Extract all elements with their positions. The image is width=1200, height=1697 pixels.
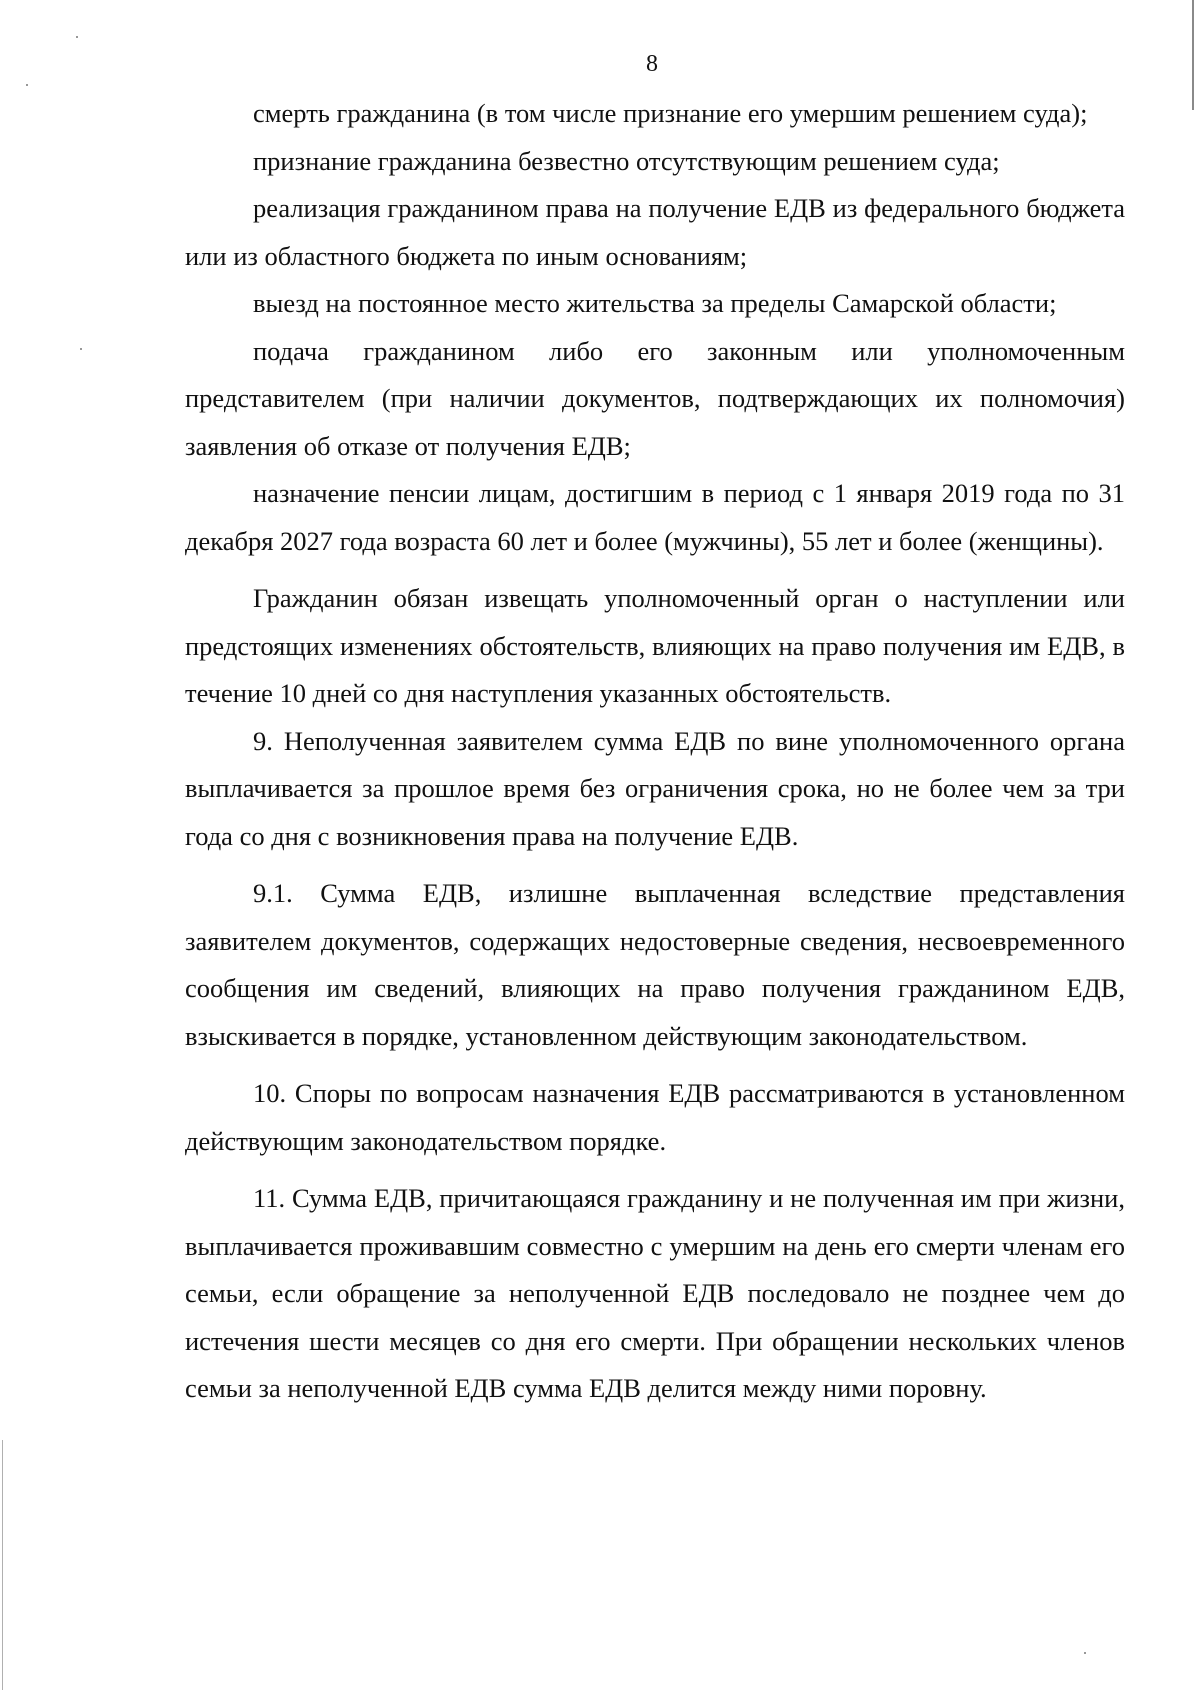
scan-speck xyxy=(26,84,28,86)
paragraph-relocation: выезд на постоянное место жительства за пределы Самарской области; xyxy=(253,288,1057,318)
document-body xyxy=(185,90,1125,1413)
paragraph-clause-10: 10. Споры по вопросам назначения ЕДВ рассматриваются в установленном действующим законодательством порядке. xyxy=(185,1078,1125,1156)
paragraph-clause-9: 9. Неполученная заявителем сумма ЕДВ по вине уполномоченного органа выплачивается за прошлое время без ограничения срока, но не более чем за три года со дня с возникновения права на получение ЕДВ. xyxy=(185,725,1125,851)
scan-edge-mark-left xyxy=(2,1440,3,1690)
scan-speck xyxy=(1084,1652,1086,1654)
paragraph-refusal: подача гражданином либо его законным или уполномоченным представителем (при наличии документов, подтверждающих их полномочия) заявления об отказе от получения ЕДВ; xyxy=(185,335,1125,461)
paragraph-clause-11: 11. Сумма ЕДВ, причитающаяся гражданину и не полученная им при жизни, выплачивается проживавшим совместно с умершим на день его смерти членам его семьи, если обращение за неполученной ЕДВ последовало не позднее чем до истечения шести месяцев со дня его смерти. При обращении нескольких членов семьи за неполученной ЕДВ сумма ЕДВ делится между ними поровну. xyxy=(185,1183,1125,1403)
scan-speck xyxy=(76,36,78,38)
paragraph-clause-9-1: 9.1. Сумма ЕДВ, излишне выплаченная вследствие представления заявителем документов, содержащих недостоверные сведения, несвоевременного сообщения им сведений, влияющих на право получения гражданином ЕДВ, взыскивается в порядке, установленном действующим законодательством. xyxy=(185,878,1125,1051)
paragraph-missing: признание гражданина безвестно отсутствующим решением суда; xyxy=(253,145,1000,176)
paragraph-pension: назначение пенсии лицам, достигшим в период с 1 января 2019 года по 31 декабря 2027 года возраста 60 лет и более (мужчины), 55 лет и более (женщины). xyxy=(185,478,1125,556)
paragraph-death: смерть гражданина (в том числе признание его умершим решением суда); xyxy=(253,98,1088,128)
page-number: 8 xyxy=(646,51,658,77)
scan-speck xyxy=(80,348,82,350)
paragraph-notification-duty: Гражданин обязан извещать уполномоченный орган о наступлении или предстоящих изменениях обстоятельств, влияющих на право получения им ЕДВ, в течение 10 дней со дня наступления указанных обстоятельств. xyxy=(185,583,1125,708)
paragraph-other-grounds: реализация гражданином права на получение ЕДВ из федерального бюджета или из областного бюджета по иным основаниям; xyxy=(185,193,1125,271)
